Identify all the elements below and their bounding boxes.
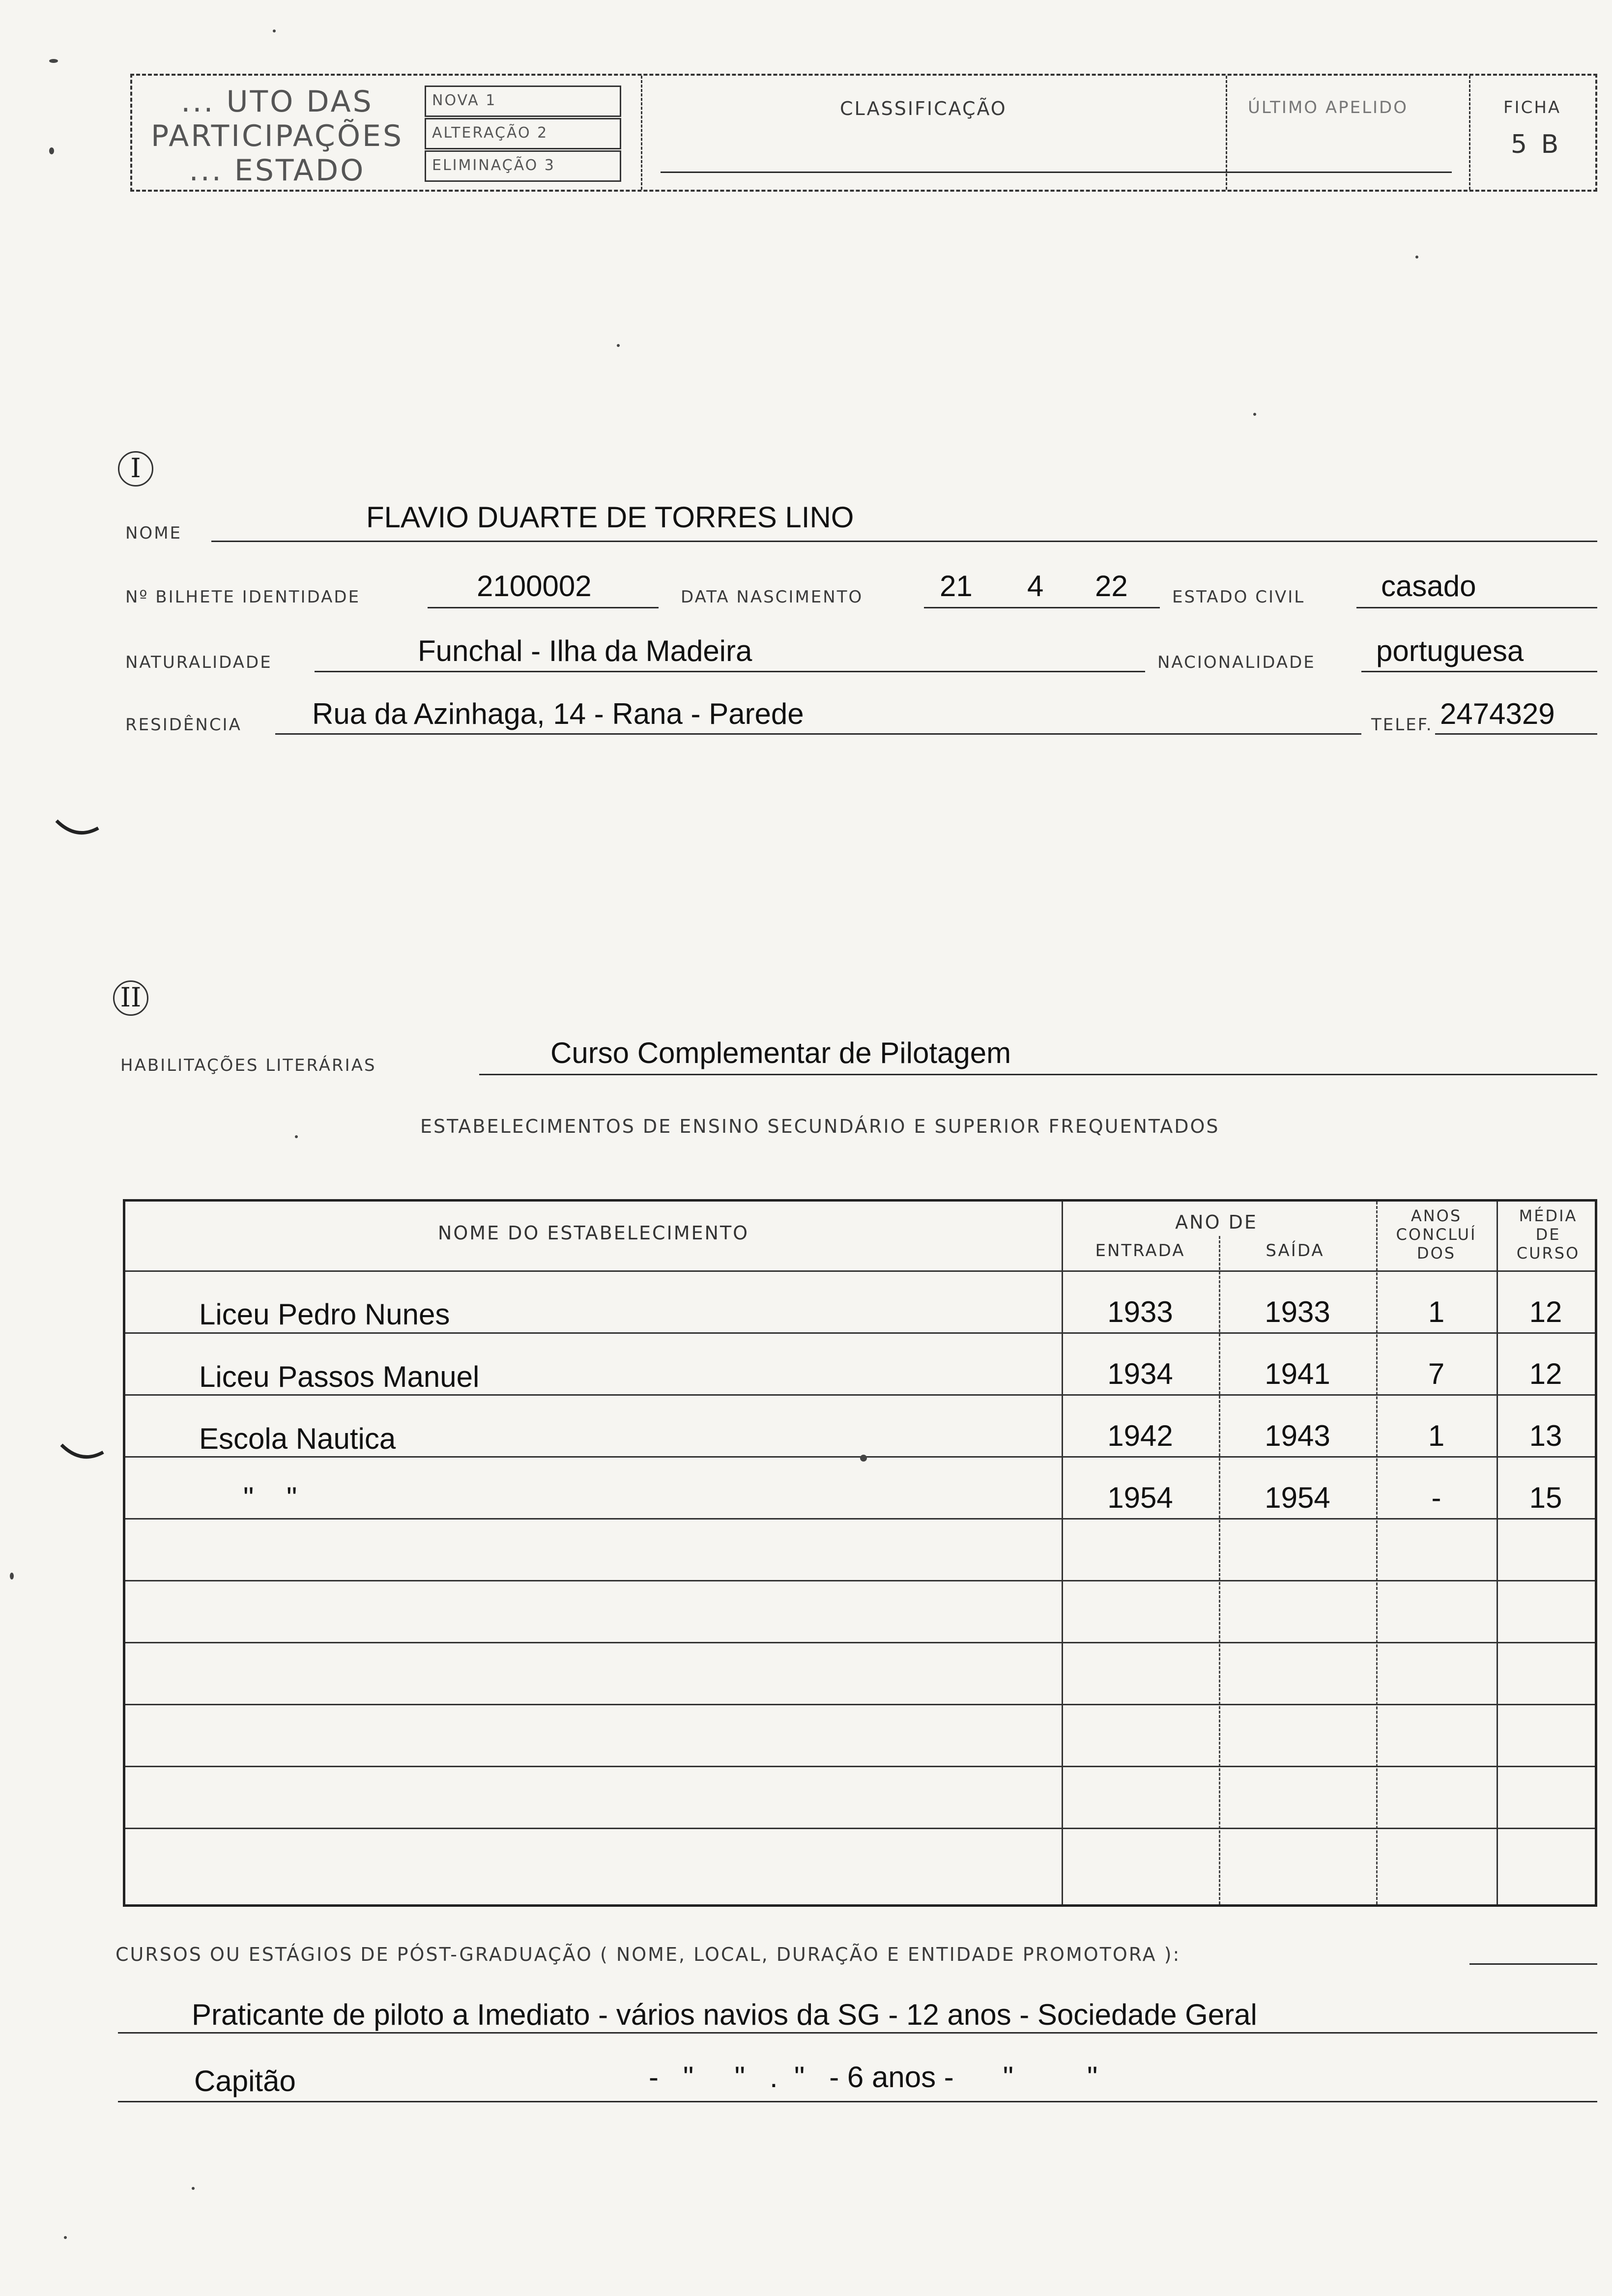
ficha-label: FICHA [1503,98,1561,117]
row-line [125,1642,1595,1643]
pos-graduacao-entry-2b: - " " . " - 6 anos - " " [649,2061,1098,2094]
telef-value: 2474329 [1440,697,1555,730]
scan-speck [49,147,54,154]
residencia-value: Rua da Azinhaga, 14 - Rana - Parede [312,697,804,730]
row-4-entrada: 1954 [1107,1481,1173,1514]
naturalidade-label: NATURALIDADE [125,653,272,672]
row-1-media: 12 [1529,1295,1562,1328]
row-3-media: 13 [1529,1419,1562,1452]
row-line [125,1704,1595,1705]
row-4-saida: 1954 [1265,1481,1330,1514]
col-divider [1219,1236,1220,1904]
naturalidade-line [315,671,1145,672]
col-header-nome: NOME DO ESTABELECIMENTO [437,1222,749,1244]
nacionalidade-value: portuguesa [1376,634,1524,667]
row-2-saida: 1941 [1265,1357,1330,1390]
scan-speck [192,2187,195,2190]
scan-speck [617,344,620,347]
table-caption: ESTABELECIMENTOS DE ENSINO SECUNDÁRIO E SUPERIOR FREQUENTADOS [420,1116,1220,1137]
row-3-entrada: 1942 [1107,1419,1173,1452]
col-header-anos-1: ANOS [1410,1206,1462,1225]
row-3-anos: 1 [1428,1419,1445,1452]
row-1-nome: Liceu Pedro Nunes [199,1298,450,1331]
row-1-entrada: 1933 [1107,1295,1173,1328]
col-header-media-1: MÉDIA [1519,1206,1578,1225]
col-header-anos [1376,1206,1497,1263]
ultimo-apelido-line [1245,172,1452,173]
nascimento-label: DATA NASCIMENTO [681,587,864,607]
pos-graduacao-line-1 [118,2032,1597,2034]
pos-graduacao-label: CURSOS OU ESTÁGIOS DE PÓST-GRADUAÇÃO ( NOME, LOCAL, DURAÇÃO E ENTIDADE PROMOTORA ): [115,1944,1181,1965]
nome-line [211,541,1597,542]
habilitacoes-label: HABILITAÇÕES LITERÁRIAS [120,1056,376,1075]
row-4-anos: - [1431,1481,1441,1514]
nascimento-month: 4 [1027,570,1044,603]
telef-line [1435,733,1597,735]
ficha-value: 5 B [1511,130,1562,159]
section-1-marker: I [118,451,153,487]
row-3-nome: Escola Nautica [199,1422,396,1455]
row-2-nome: Liceu Passos Manuel [199,1360,480,1393]
bilhete-label: Nº BILHETE IDENTIDADE [125,587,361,607]
estado-civil-value: casado [1381,570,1476,603]
scan-speck [295,1135,298,1138]
bilhete-value: 2100002 [477,570,592,603]
classificacao-label: CLASSIFICAÇÃO [840,98,1007,119]
row-line [125,1580,1595,1581]
row-2-anos: 7 [1428,1357,1445,1390]
row-line [125,1766,1595,1767]
header-divider [1469,76,1470,190]
status-box-eliminacao: ELIMINAÇÃO 3 [425,150,621,182]
header-title-line-1: ... UTO DAS [181,85,374,119]
ultimo-apelido-label: ÚLTIMO APELIDO [1248,98,1409,117]
col-header-anos-3: DOS [1416,1244,1456,1263]
header-title-line-3: ... ESTADO [189,153,366,188]
bilhete-line [428,607,659,608]
header-row-line [125,1270,1595,1272]
row-line [125,1828,1595,1829]
header-title-line-2: PARTICIPAÇÕES [150,119,404,153]
residencia-line [275,733,1361,735]
section-2-marker: II [113,980,148,1016]
establishments-table [123,1199,1597,1907]
habilitacoes-value: Curso Complementar de Pilotagem [550,1036,1011,1069]
pos-graduacao-entry-1: Praticante de piloto a Imediato - vários navios da SG - 12 anos - Sociedade Geral [192,1998,1257,2031]
scan-speck [1415,256,1418,258]
row-2-entrada: 1934 [1107,1357,1173,1390]
pos-graduacao-line-2 [118,2101,1597,2102]
nome-label: NOME [125,523,182,543]
nascimento-day: 21 [940,570,973,603]
row-line [125,1518,1595,1520]
pos-graduacao-line [1469,1963,1597,1965]
residencia-label: RESIDÊNCIA [125,715,242,735]
telef-label: TELEF. [1371,715,1433,735]
col-header-ano: ANO DE [1175,1211,1258,1233]
scan-speck [860,1455,867,1462]
row-line [125,1394,1595,1396]
scan-speck [273,29,276,32]
status-box-alteracao: ALTERAÇÃO 2 [425,118,621,149]
col-header-saida: SAÍDA [1266,1241,1324,1261]
row-1-saida: 1933 [1265,1295,1330,1328]
row-line [125,1332,1595,1334]
scan-speck [10,1573,14,1579]
row-2-media: 12 [1529,1357,1562,1390]
nome-value: FLAVIO DUARTE DE TORRES LINO [366,501,854,534]
col-header-entrada: ENTRADA [1095,1241,1185,1261]
scan-speck [1253,413,1256,416]
habilitacoes-line [479,1074,1597,1075]
header-box [130,74,1597,192]
margin-bracket-mark [54,816,103,845]
estado-civil-line [1356,607,1597,608]
scan-speck [49,59,58,63]
status-box-nova: NOVA 1 [425,86,621,117]
nascimento-line [924,607,1160,608]
naturalidade-value: Funchal - Ilha da Madeira [418,634,752,667]
nascimento-year: 22 [1095,570,1128,603]
scan-speck [64,2236,67,2239]
margin-bracket-mark [59,1440,108,1469]
col-header-media-3: CURSO [1516,1244,1580,1263]
row-4-media: 15 [1529,1481,1562,1514]
pos-graduacao-entry-2a: Capitão [194,2065,296,2097]
col-header-media [1499,1206,1597,1263]
col-header-anos-2: CONCLUÍ [1396,1225,1477,1244]
nacionalidade-label: NACIONALIDADE [1157,653,1316,672]
row-4-nome: " " [243,1481,297,1514]
header-divider [1226,76,1227,190]
header-divider [641,76,642,190]
col-header-media-2: DE [1535,1225,1561,1244]
row-3-saida: 1943 [1265,1419,1330,1452]
nacionalidade-line [1361,671,1597,672]
estado-civil-label: ESTADO CIVIL [1172,587,1305,607]
row-1-anos: 1 [1428,1295,1445,1328]
